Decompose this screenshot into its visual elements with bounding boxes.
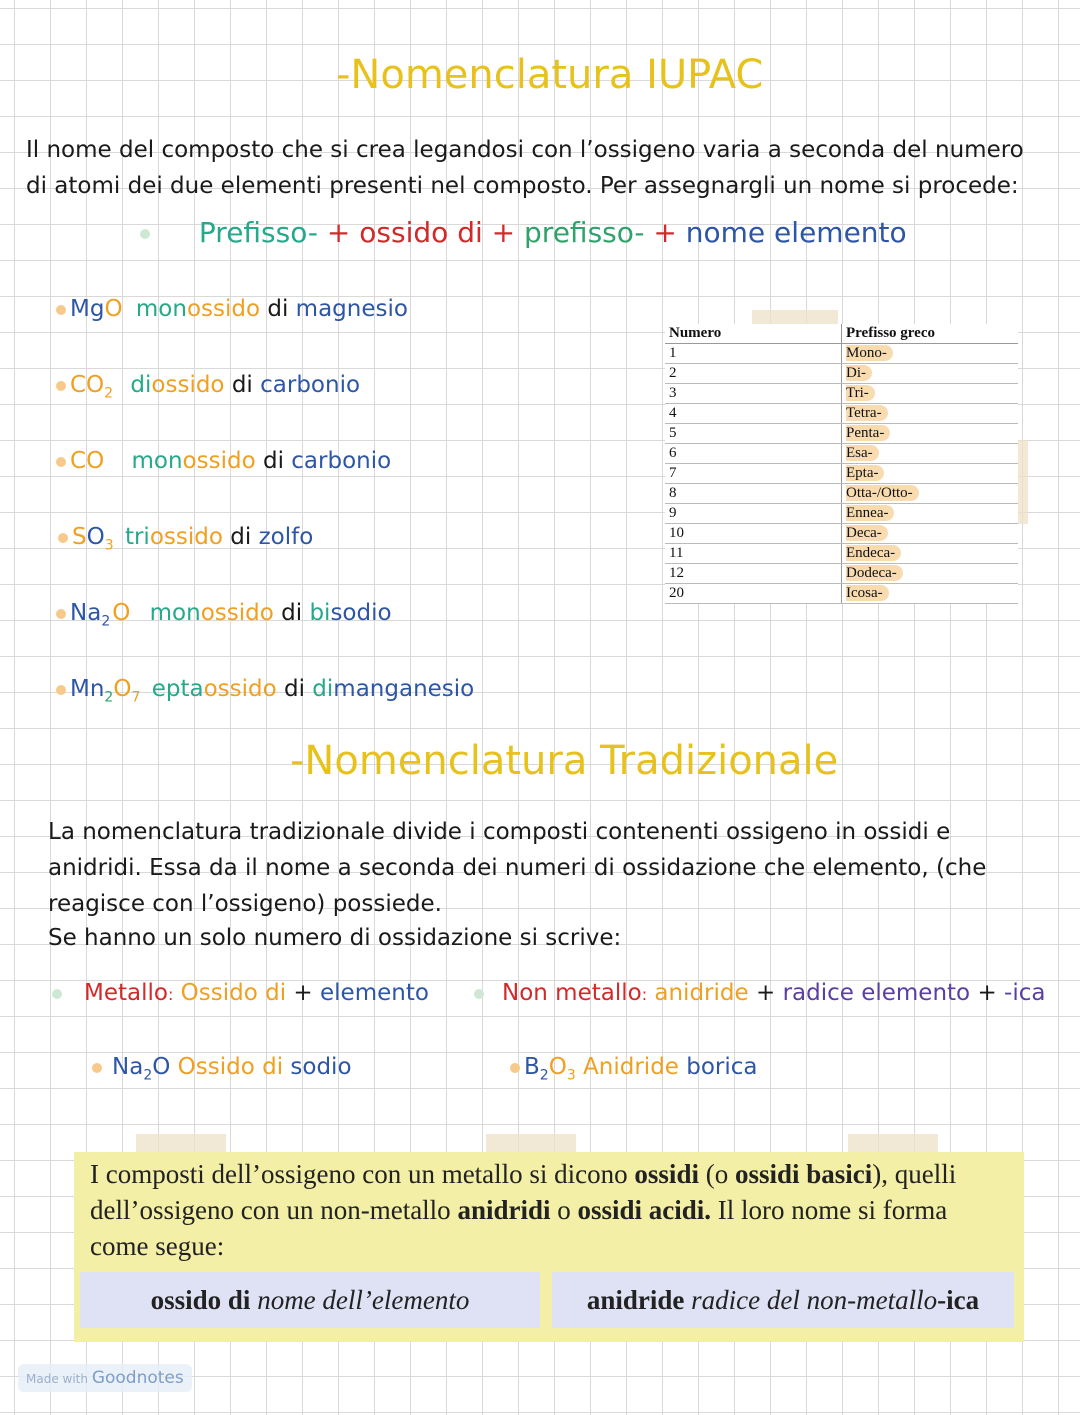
prefix-highlight: Di-: [846, 365, 872, 381]
goodnotes-badge: [18, 1364, 192, 1392]
table-cell-numero: 1: [665, 344, 842, 364]
badge-brand: Goodnotes: [91, 1368, 184, 1388]
formula-subscript: 2: [539, 1067, 549, 1084]
prefix-highlight: Epta-: [846, 465, 884, 481]
bullet-icon: [56, 457, 66, 467]
formula-subscript: 7: [131, 689, 141, 706]
rule-plus: +: [293, 980, 313, 1006]
example-co2: [56, 372, 360, 402]
table-row: [665, 484, 1018, 504]
example-mn2o7: [56, 676, 474, 706]
name-ossido: ossido: [186, 296, 261, 322]
table-row: [665, 584, 1018, 604]
table-cell-numero: 3: [665, 384, 842, 404]
name-element-prefix: di: [312, 676, 334, 702]
formula-part: B: [524, 1054, 540, 1080]
formula-part: S: [72, 524, 87, 550]
name-ossido: ossido: [182, 448, 256, 474]
table-row: [665, 524, 1018, 544]
name-element-prefix: bi: [309, 600, 331, 626]
tradizionale-para2: Se hanno un solo numero di ossidazione si scrive:: [48, 925, 622, 951]
tradizionale-title: -Nomenclatura Tradizionale: [290, 738, 839, 784]
iupac-title: -Nomenclatura IUPAC: [336, 52, 764, 98]
name-prefix: epta: [151, 676, 204, 702]
rule-colon: :: [167, 985, 174, 1004]
formula-part: O: [104, 296, 123, 322]
bullet-icon: [58, 533, 68, 543]
prefix-highlight: Tetra-: [846, 405, 888, 421]
table-row: [665, 424, 1018, 444]
formula-subscript: 2: [143, 1067, 153, 1084]
formula-part: Na: [70, 600, 102, 626]
name-di: di: [283, 676, 305, 702]
bullet-icon: [140, 229, 150, 239]
table-row: [665, 404, 1018, 424]
name-element: manganesio: [333, 676, 475, 702]
table-cell-prefisso: [842, 584, 1019, 604]
rule-part: Ossido di: [180, 980, 287, 1006]
rule-metallo: [52, 980, 429, 1006]
bullet-icon: [56, 685, 66, 695]
formula-subscript: 2: [104, 385, 114, 402]
formula-di: di: [457, 216, 483, 249]
excerpt-run: ), quelli dell’ossigeno con un non-metallo: [90, 1159, 957, 1225]
table-row: [665, 384, 1018, 404]
prefix-highlight: Dodeca-: [846, 565, 903, 581]
table-cell-numero: 2: [665, 364, 842, 384]
rule-ossido-box: [80, 1272, 540, 1328]
rule-label: Metallo: [84, 980, 168, 1006]
table-cell-prefisso: [842, 344, 1019, 364]
rule-italic: nome dell’elemento: [257, 1284, 470, 1315]
formula-part: O: [113, 676, 132, 702]
formula-part: O: [112, 600, 131, 626]
name-element: sodio: [290, 1054, 352, 1080]
table-cell-prefisso: [842, 524, 1019, 544]
name-di: di: [281, 600, 303, 626]
name-di: di: [267, 296, 289, 322]
example-mgo: [56, 296, 408, 322]
formula-plus: +: [491, 216, 516, 249]
bullet-icon: [56, 381, 66, 391]
rule-anidride-box: [552, 1272, 1014, 1328]
formula-nome-elemento: nome elemento: [685, 216, 907, 249]
table-header-prefisso: Prefisso greco: [842, 324, 1019, 344]
formula-part: O: [86, 448, 105, 474]
name-ossido: ossido: [200, 600, 274, 626]
prefix-table: [665, 324, 1018, 604]
example-co: [56, 448, 391, 474]
table-cell-numero: 10: [665, 524, 842, 544]
table-cell-numero: 5: [665, 424, 842, 444]
rule-italic: radice del non-metallo: [691, 1284, 938, 1315]
name-element: zolfo: [258, 524, 314, 550]
name-prefix: tri: [124, 524, 150, 550]
table-cell-prefisso: [842, 424, 1019, 444]
table-cell-prefisso: [842, 384, 1019, 404]
formula-part: Na: [112, 1054, 144, 1080]
table-row: [665, 464, 1018, 484]
excerpt-run: Il loro nome si forma come segue:: [90, 1195, 948, 1261]
iupac-formula: [140, 216, 907, 249]
table-row: [665, 364, 1018, 384]
tradizionale-para: La nomenclatura tradizionale divide i composti contenenti ossigeno in ossidi e anidridi. Essa da il nome a seconda dei numeri di ossidazione che elemento, (che reagisce con l’ossigeno) possiede.: [48, 819, 987, 917]
formula-part: CO: [70, 372, 105, 398]
table-cell-numero: 4: [665, 404, 842, 424]
excerpt-bold: ossidi basici: [734, 1159, 873, 1189]
name-prefix: mon: [135, 296, 187, 322]
name-prefix: mon: [149, 600, 201, 626]
excerpt-run: o: [550, 1195, 578, 1225]
name-di: di: [262, 448, 284, 474]
formula-part: Mn: [70, 676, 105, 702]
table-cell-prefisso: [842, 564, 1019, 584]
excerpt-bold: ossidi: [634, 1159, 699, 1189]
rule-part: -ica: [1004, 980, 1046, 1006]
formula-part: O: [86, 524, 105, 550]
formula-plus: +: [326, 216, 351, 249]
rule-part: radice elemento: [782, 980, 971, 1006]
table-cell-prefisso: [842, 444, 1019, 464]
table-cell-prefisso: [842, 544, 1019, 564]
rule-part: anidride: [654, 980, 749, 1006]
excerpt-text: [90, 1156, 1010, 1264]
bullet-icon: [56, 305, 66, 315]
prefix-highlight: Mono-: [846, 345, 893, 361]
name-di: di: [230, 524, 252, 550]
table-row: [665, 444, 1018, 464]
example-na2o: [56, 600, 392, 630]
bullet-icon: [56, 609, 66, 619]
name-prefix: mon: [131, 448, 183, 474]
formula-part: Mg: [70, 296, 105, 322]
name-ossido: ossido: [203, 676, 277, 702]
table-row: [665, 344, 1018, 364]
table-cell-prefisso: [842, 404, 1019, 424]
table-cell-numero: 20: [665, 584, 842, 604]
table-row: [665, 564, 1018, 584]
excerpt-run: I composti dell’ossigeno con un metallo si dicono: [90, 1159, 635, 1189]
formula-part: O: [548, 1054, 567, 1080]
example-so3: [58, 524, 313, 554]
name-part: Anidride: [583, 1054, 679, 1080]
prefix-highlight: Otta-/Otto-: [846, 485, 919, 501]
rule-non-metallo: [474, 980, 1045, 1006]
rule-part: elemento: [320, 980, 429, 1006]
formula-plus: +: [653, 216, 677, 249]
name-element: sodio: [330, 600, 392, 626]
rule-plus: +: [755, 980, 776, 1006]
formula-prefisso: Prefisso-: [198, 216, 318, 249]
formula-subscript: 3: [104, 537, 114, 554]
bullet-icon: [510, 1063, 520, 1073]
badge-made: Made with: [26, 1372, 88, 1386]
table-cell-numero: 6: [665, 444, 842, 464]
name-element: borica: [686, 1054, 758, 1080]
table-cell-prefisso: [842, 504, 1019, 524]
example-b2o3: [510, 1054, 758, 1084]
table-cell-prefisso: [842, 484, 1019, 504]
name-element: carbonio: [291, 448, 392, 474]
excerpt-bold: anidridi: [457, 1195, 551, 1225]
table-cell-prefisso: [842, 464, 1019, 484]
table-header-numero: Numero: [665, 324, 842, 344]
name-di: di: [231, 372, 253, 398]
iupac-intro: Il nome del composto che si crea legandosi con l’ossigeno varia a seconda del numero di atomi dei due elementi presenti nel composto. Per assegnargli un nome si procede:: [26, 137, 1024, 199]
prefix-highlight: Endeca-: [846, 545, 901, 561]
prefix-highlight: Penta-: [846, 425, 890, 441]
rule-colon: :: [641, 985, 648, 1004]
prefix-highlight: Ennea-: [846, 505, 894, 521]
excerpt-bold: ossidi acidi.: [577, 1195, 712, 1225]
bullet-icon: [92, 1063, 102, 1073]
name-element: magnesio: [295, 296, 408, 322]
prefix-highlight: Icosa-: [846, 585, 889, 601]
bullet-icon: [474, 989, 484, 999]
rule-label: Non metallo: [502, 980, 642, 1006]
table-cell-numero: 9: [665, 504, 842, 524]
table-row: [665, 544, 1018, 564]
formula-subscript: 3: [566, 1067, 576, 1084]
table-cell-numero: 7: [665, 464, 842, 484]
name-element: carbonio: [260, 372, 361, 398]
table-cell-numero: 12: [665, 564, 842, 584]
table-cell-numero: 11: [665, 544, 842, 564]
formula-subscript: 2: [104, 689, 114, 706]
excerpt-run: (o: [698, 1159, 735, 1189]
name-ossido: ossido: [149, 524, 223, 550]
rule-bold: -ica: [937, 1284, 980, 1315]
table-cell-numero: 8: [665, 484, 842, 504]
prefix-highlight: Tri-: [846, 385, 875, 401]
table-cell-prefisso: [842, 364, 1019, 384]
prefix-highlight: Deca-: [846, 525, 888, 541]
rule-bold: anidride: [586, 1284, 685, 1315]
name-ossido: ossido: [151, 372, 225, 398]
formula-prefisso2: prefisso-: [524, 216, 645, 249]
name-part: Ossido di: [177, 1054, 284, 1080]
textbook-excerpt: [74, 1152, 1024, 1342]
formula-ossido: ossido: [359, 216, 449, 249]
prefix-highlight: Esa-: [846, 445, 879, 461]
table-row: [665, 504, 1018, 524]
example-na2o-trad: [92, 1054, 352, 1084]
rule-plus: +: [977, 980, 997, 1006]
name-prefix: di: [130, 372, 152, 398]
rule-bold: ossido di: [150, 1284, 251, 1315]
formula-part: C: [70, 448, 87, 474]
bullet-icon: [52, 989, 62, 999]
formula-subscript: 2: [101, 613, 111, 630]
formula-part: O: [152, 1054, 171, 1080]
